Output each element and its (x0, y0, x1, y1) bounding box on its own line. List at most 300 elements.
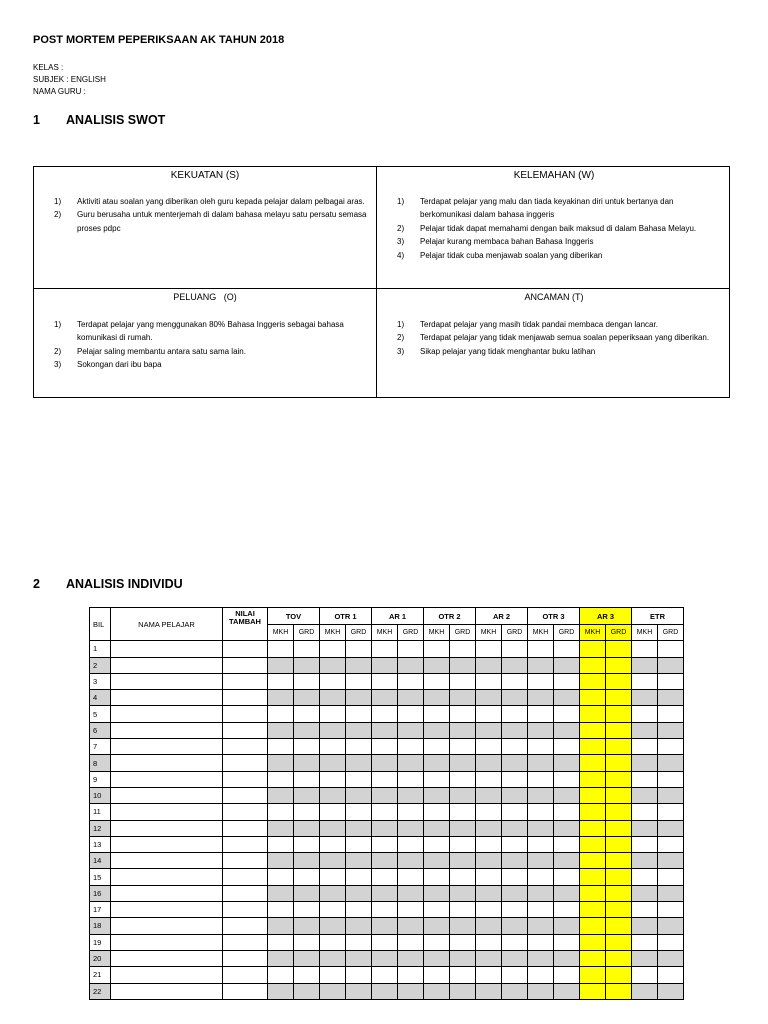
mkh-cell[interactable] (476, 706, 502, 722)
nilai-tambah-cell[interactable] (223, 755, 268, 771)
grd-cell[interactable] (554, 902, 580, 918)
mkh-cell[interactable] (580, 934, 606, 950)
grd-cell[interactable] (398, 771, 424, 787)
grd-cell[interactable] (398, 706, 424, 722)
grd-cell[interactable] (554, 820, 580, 836)
grd-cell[interactable] (658, 950, 684, 966)
mkh-cell[interactable] (476, 755, 502, 771)
nilai-tambah-cell[interactable] (223, 804, 268, 820)
mkh-cell[interactable] (476, 787, 502, 803)
mkh-cell[interactable] (372, 869, 398, 885)
mkh-cell[interactable] (424, 902, 450, 918)
grd-cell[interactable] (606, 885, 632, 901)
grd-cell[interactable] (502, 820, 528, 836)
grd-cell[interactable] (294, 673, 320, 689)
grd-cell[interactable] (554, 690, 580, 706)
grd-cell[interactable] (294, 739, 320, 755)
student-name-cell[interactable] (111, 673, 223, 689)
mkh-cell[interactable] (476, 950, 502, 966)
grd-cell[interactable] (450, 918, 476, 934)
grd-cell[interactable] (502, 641, 528, 657)
grd-cell[interactable] (658, 934, 684, 950)
mkh-cell[interactable] (632, 836, 658, 852)
mkh-cell[interactable] (476, 885, 502, 901)
mkh-cell[interactable] (372, 934, 398, 950)
student-name-cell[interactable] (111, 706, 223, 722)
mkh-cell[interactable] (528, 771, 554, 787)
mkh-cell[interactable] (476, 967, 502, 983)
grd-cell[interactable] (398, 853, 424, 869)
mkh-cell[interactable] (528, 804, 554, 820)
mkh-cell[interactable] (528, 983, 554, 999)
grd-cell[interactable] (606, 918, 632, 934)
mkh-cell[interactable] (268, 804, 294, 820)
grd-cell[interactable] (346, 673, 372, 689)
student-name-cell[interactable] (111, 885, 223, 901)
mkh-cell[interactable] (632, 885, 658, 901)
mkh-cell[interactable] (372, 755, 398, 771)
grd-cell[interactable] (346, 836, 372, 852)
grd-cell[interactable] (554, 641, 580, 657)
nilai-tambah-cell[interactable] (223, 983, 268, 999)
grd-cell[interactable] (554, 804, 580, 820)
mkh-cell[interactable] (580, 641, 606, 657)
mkh-cell[interactable] (268, 673, 294, 689)
grd-cell[interactable] (554, 885, 580, 901)
grd-cell[interactable] (294, 657, 320, 673)
nilai-tambah-cell[interactable] (223, 787, 268, 803)
mkh-cell[interactable] (372, 771, 398, 787)
grd-cell[interactable] (450, 755, 476, 771)
mkh-cell[interactable] (632, 934, 658, 950)
grd-cell[interactable] (346, 820, 372, 836)
mkh-cell[interactable] (632, 853, 658, 869)
grd-cell[interactable] (606, 836, 632, 852)
mkh-cell[interactable] (320, 902, 346, 918)
student-name-cell[interactable] (111, 934, 223, 950)
mkh-cell[interactable] (268, 657, 294, 673)
grd-cell[interactable] (658, 918, 684, 934)
grd-cell[interactable] (450, 739, 476, 755)
nilai-tambah-cell[interactable] (223, 657, 268, 673)
grd-cell[interactable] (502, 771, 528, 787)
mkh-cell[interactable] (528, 690, 554, 706)
grd-cell[interactable] (450, 853, 476, 869)
mkh-cell[interactable] (320, 739, 346, 755)
mkh-cell[interactable] (632, 722, 658, 738)
mkh-cell[interactable] (632, 706, 658, 722)
mkh-cell[interactable] (268, 787, 294, 803)
grd-cell[interactable] (450, 934, 476, 950)
mkh-cell[interactable] (372, 983, 398, 999)
mkh-cell[interactable] (424, 820, 450, 836)
mkh-cell[interactable] (528, 657, 554, 673)
grd-cell[interactable] (554, 787, 580, 803)
mkh-cell[interactable] (424, 950, 450, 966)
grd-cell[interactable] (398, 902, 424, 918)
mkh-cell[interactable] (528, 787, 554, 803)
mkh-cell[interactable] (320, 836, 346, 852)
grd-cell[interactable] (606, 853, 632, 869)
mkh-cell[interactable] (580, 739, 606, 755)
mkh-cell[interactable] (424, 804, 450, 820)
grd-cell[interactable] (658, 902, 684, 918)
mkh-cell[interactable] (268, 902, 294, 918)
grd-cell[interactable] (606, 950, 632, 966)
mkh-cell[interactable] (580, 804, 606, 820)
nilai-tambah-cell[interactable] (223, 820, 268, 836)
mkh-cell[interactable] (320, 787, 346, 803)
mkh-cell[interactable] (268, 722, 294, 738)
mkh-cell[interactable] (268, 641, 294, 657)
grd-cell[interactable] (398, 918, 424, 934)
mkh-cell[interactable] (632, 967, 658, 983)
mkh-cell[interactable] (424, 771, 450, 787)
grd-cell[interactable] (346, 739, 372, 755)
grd-cell[interactable] (450, 722, 476, 738)
mkh-cell[interactable] (320, 755, 346, 771)
student-name-cell[interactable] (111, 657, 223, 673)
mkh-cell[interactable] (372, 787, 398, 803)
mkh-cell[interactable] (632, 657, 658, 673)
grd-cell[interactable] (294, 983, 320, 999)
grd-cell[interactable] (606, 983, 632, 999)
mkh-cell[interactable] (580, 950, 606, 966)
grd-cell[interactable] (658, 657, 684, 673)
mkh-cell[interactable] (372, 820, 398, 836)
student-name-cell[interactable] (111, 853, 223, 869)
grd-cell[interactable] (398, 820, 424, 836)
mkh-cell[interactable] (528, 706, 554, 722)
grd-cell[interactable] (658, 787, 684, 803)
mkh-cell[interactable] (476, 673, 502, 689)
grd-cell[interactable] (294, 918, 320, 934)
grd-cell[interactable] (606, 771, 632, 787)
grd-cell[interactable] (450, 983, 476, 999)
mkh-cell[interactable] (528, 853, 554, 869)
grd-cell[interactable] (450, 869, 476, 885)
mkh-cell[interactable] (528, 836, 554, 852)
mkh-cell[interactable] (372, 902, 398, 918)
mkh-cell[interactable] (320, 722, 346, 738)
nilai-tambah-cell[interactable] (223, 853, 268, 869)
mkh-cell[interactable] (580, 983, 606, 999)
grd-cell[interactable] (294, 722, 320, 738)
mkh-cell[interactable] (632, 804, 658, 820)
student-name-cell[interactable] (111, 755, 223, 771)
nilai-tambah-cell[interactable] (223, 885, 268, 901)
mkh-cell[interactable] (268, 820, 294, 836)
mkh-cell[interactable] (424, 934, 450, 950)
mkh-cell[interactable] (372, 967, 398, 983)
mkh-cell[interactable] (320, 706, 346, 722)
grd-cell[interactable] (346, 641, 372, 657)
grd-cell[interactable] (554, 983, 580, 999)
student-name-cell[interactable] (111, 967, 223, 983)
grd-cell[interactable] (294, 771, 320, 787)
mkh-cell[interactable] (580, 836, 606, 852)
nilai-tambah-cell[interactable] (223, 950, 268, 966)
mkh-cell[interactable] (320, 804, 346, 820)
mkh-cell[interactable] (268, 885, 294, 901)
grd-cell[interactable] (606, 657, 632, 673)
mkh-cell[interactable] (320, 820, 346, 836)
mkh-cell[interactable] (320, 771, 346, 787)
grd-cell[interactable] (606, 934, 632, 950)
mkh-cell[interactable] (528, 755, 554, 771)
grd-cell[interactable] (606, 641, 632, 657)
grd-cell[interactable] (658, 853, 684, 869)
mkh-cell[interactable] (476, 657, 502, 673)
mkh-cell[interactable] (528, 739, 554, 755)
mkh-cell[interactable] (580, 673, 606, 689)
grd-cell[interactable] (606, 967, 632, 983)
grd-cell[interactable] (554, 918, 580, 934)
grd-cell[interactable] (346, 983, 372, 999)
grd-cell[interactable] (502, 739, 528, 755)
mkh-cell[interactable] (580, 853, 606, 869)
grd-cell[interactable] (658, 869, 684, 885)
mkh-cell[interactable] (424, 869, 450, 885)
grd-cell[interactable] (398, 804, 424, 820)
student-name-cell[interactable] (111, 902, 223, 918)
mkh-cell[interactable] (424, 836, 450, 852)
grd-cell[interactable] (294, 787, 320, 803)
mkh-cell[interactable] (372, 739, 398, 755)
mkh-cell[interactable] (424, 673, 450, 689)
mkh-cell[interactable] (528, 950, 554, 966)
nilai-tambah-cell[interactable] (223, 902, 268, 918)
student-name-cell[interactable] (111, 869, 223, 885)
mkh-cell[interactable] (268, 934, 294, 950)
grd-cell[interactable] (450, 950, 476, 966)
grd-cell[interactable] (398, 755, 424, 771)
grd-cell[interactable] (554, 771, 580, 787)
mkh-cell[interactable] (632, 820, 658, 836)
grd-cell[interactable] (554, 853, 580, 869)
grd-cell[interactable] (398, 836, 424, 852)
mkh-cell[interactable] (424, 739, 450, 755)
grd-cell[interactable] (294, 869, 320, 885)
grd-cell[interactable] (606, 820, 632, 836)
grd-cell[interactable] (398, 690, 424, 706)
grd-cell[interactable] (658, 804, 684, 820)
mkh-cell[interactable] (632, 739, 658, 755)
mkh-cell[interactable] (372, 804, 398, 820)
mkh-cell[interactable] (632, 787, 658, 803)
grd-cell[interactable] (606, 869, 632, 885)
grd-cell[interactable] (606, 739, 632, 755)
grd-cell[interactable] (294, 902, 320, 918)
grd-cell[interactable] (450, 787, 476, 803)
grd-cell[interactable] (398, 641, 424, 657)
nilai-tambah-cell[interactable] (223, 641, 268, 657)
mkh-cell[interactable] (528, 641, 554, 657)
grd-cell[interactable] (346, 804, 372, 820)
mkh-cell[interactable] (476, 820, 502, 836)
grd-cell[interactable] (658, 755, 684, 771)
mkh-cell[interactable] (476, 869, 502, 885)
mkh-cell[interactable] (268, 771, 294, 787)
mkh-cell[interactable] (424, 690, 450, 706)
mkh-cell[interactable] (476, 739, 502, 755)
mkh-cell[interactable] (268, 869, 294, 885)
mkh-cell[interactable] (476, 690, 502, 706)
mkh-cell[interactable] (632, 673, 658, 689)
mkh-cell[interactable] (476, 934, 502, 950)
grd-cell[interactable] (398, 657, 424, 673)
mkh-cell[interactable] (372, 950, 398, 966)
grd-cell[interactable] (346, 918, 372, 934)
mkh-cell[interactable] (320, 950, 346, 966)
student-name-cell[interactable] (111, 771, 223, 787)
grd-cell[interactable] (554, 836, 580, 852)
mkh-cell[interactable] (424, 787, 450, 803)
grd-cell[interactable] (346, 869, 372, 885)
mkh-cell[interactable] (268, 853, 294, 869)
grd-cell[interactable] (606, 690, 632, 706)
grd-cell[interactable] (450, 771, 476, 787)
grd-cell[interactable] (502, 869, 528, 885)
mkh-cell[interactable] (268, 967, 294, 983)
grd-cell[interactable] (398, 722, 424, 738)
mkh-cell[interactable] (476, 918, 502, 934)
grd-cell[interactable] (346, 706, 372, 722)
grd-cell[interactable] (658, 983, 684, 999)
nilai-tambah-cell[interactable] (223, 869, 268, 885)
mkh-cell[interactable] (528, 934, 554, 950)
grd-cell[interactable] (398, 739, 424, 755)
grd-cell[interactable] (398, 885, 424, 901)
grd-cell[interactable] (658, 836, 684, 852)
grd-cell[interactable] (502, 885, 528, 901)
mkh-cell[interactable] (580, 657, 606, 673)
grd-cell[interactable] (658, 771, 684, 787)
grd-cell[interactable] (502, 673, 528, 689)
mkh-cell[interactable] (424, 641, 450, 657)
student-name-cell[interactable] (111, 836, 223, 852)
mkh-cell[interactable] (580, 918, 606, 934)
mkh-cell[interactable] (424, 967, 450, 983)
grd-cell[interactable] (502, 918, 528, 934)
grd-cell[interactable] (450, 690, 476, 706)
mkh-cell[interactable] (580, 771, 606, 787)
mkh-cell[interactable] (476, 853, 502, 869)
mkh-cell[interactable] (424, 706, 450, 722)
grd-cell[interactable] (346, 787, 372, 803)
mkh-cell[interactable] (580, 706, 606, 722)
student-name-cell[interactable] (111, 950, 223, 966)
grd-cell[interactable] (450, 804, 476, 820)
mkh-cell[interactable] (424, 755, 450, 771)
mkh-cell[interactable] (580, 967, 606, 983)
mkh-cell[interactable] (528, 820, 554, 836)
mkh-cell[interactable] (320, 673, 346, 689)
mkh-cell[interactable] (476, 983, 502, 999)
mkh-cell[interactable] (528, 722, 554, 738)
mkh-cell[interactable] (320, 885, 346, 901)
grd-cell[interactable] (554, 950, 580, 966)
mkh-cell[interactable] (632, 869, 658, 885)
grd-cell[interactable] (502, 836, 528, 852)
grd-cell[interactable] (398, 787, 424, 803)
student-name-cell[interactable] (111, 722, 223, 738)
grd-cell[interactable] (294, 641, 320, 657)
mkh-cell[interactable] (528, 967, 554, 983)
grd-cell[interactable] (294, 706, 320, 722)
grd-cell[interactable] (502, 657, 528, 673)
grd-cell[interactable] (294, 885, 320, 901)
mkh-cell[interactable] (372, 836, 398, 852)
mkh-cell[interactable] (372, 918, 398, 934)
grd-cell[interactable] (346, 902, 372, 918)
grd-cell[interactable] (658, 739, 684, 755)
mkh-cell[interactable] (320, 853, 346, 869)
grd-cell[interactable] (554, 739, 580, 755)
grd-cell[interactable] (398, 673, 424, 689)
student-name-cell[interactable] (111, 739, 223, 755)
mkh-cell[interactable] (580, 820, 606, 836)
grd-cell[interactable] (502, 950, 528, 966)
mkh-cell[interactable] (320, 918, 346, 934)
grd-cell[interactable] (450, 902, 476, 918)
grd-cell[interactable] (450, 820, 476, 836)
mkh-cell[interactable] (268, 739, 294, 755)
grd-cell[interactable] (502, 983, 528, 999)
mkh-cell[interactable] (268, 950, 294, 966)
mkh-cell[interactable] (268, 918, 294, 934)
grd-cell[interactable] (346, 967, 372, 983)
mkh-cell[interactable] (528, 902, 554, 918)
mkh-cell[interactable] (372, 641, 398, 657)
grd-cell[interactable] (346, 690, 372, 706)
grd-cell[interactable] (554, 722, 580, 738)
mkh-cell[interactable] (424, 722, 450, 738)
grd-cell[interactable] (502, 934, 528, 950)
grd-cell[interactable] (450, 836, 476, 852)
mkh-cell[interactable] (476, 902, 502, 918)
mkh-cell[interactable] (320, 869, 346, 885)
grd-cell[interactable] (294, 755, 320, 771)
student-name-cell[interactable] (111, 690, 223, 706)
grd-cell[interactable] (346, 771, 372, 787)
mkh-cell[interactable] (424, 853, 450, 869)
grd-cell[interactable] (502, 804, 528, 820)
mkh-cell[interactable] (632, 755, 658, 771)
mkh-cell[interactable] (476, 836, 502, 852)
mkh-cell[interactable] (424, 983, 450, 999)
grd-cell[interactable] (658, 885, 684, 901)
grd-cell[interactable] (450, 673, 476, 689)
mkh-cell[interactable] (372, 706, 398, 722)
grd-cell[interactable] (450, 706, 476, 722)
grd-cell[interactable] (554, 755, 580, 771)
grd-cell[interactable] (606, 804, 632, 820)
mkh-cell[interactable] (580, 787, 606, 803)
grd-cell[interactable] (294, 690, 320, 706)
grd-cell[interactable] (502, 706, 528, 722)
mkh-cell[interactable] (632, 950, 658, 966)
grd-cell[interactable] (502, 690, 528, 706)
grd-cell[interactable] (658, 673, 684, 689)
student-name-cell[interactable] (111, 804, 223, 820)
mkh-cell[interactable] (372, 885, 398, 901)
nilai-tambah-cell[interactable] (223, 673, 268, 689)
mkh-cell[interactable] (268, 706, 294, 722)
mkh-cell[interactable] (580, 690, 606, 706)
grd-cell[interactable] (346, 755, 372, 771)
mkh-cell[interactable] (632, 918, 658, 934)
